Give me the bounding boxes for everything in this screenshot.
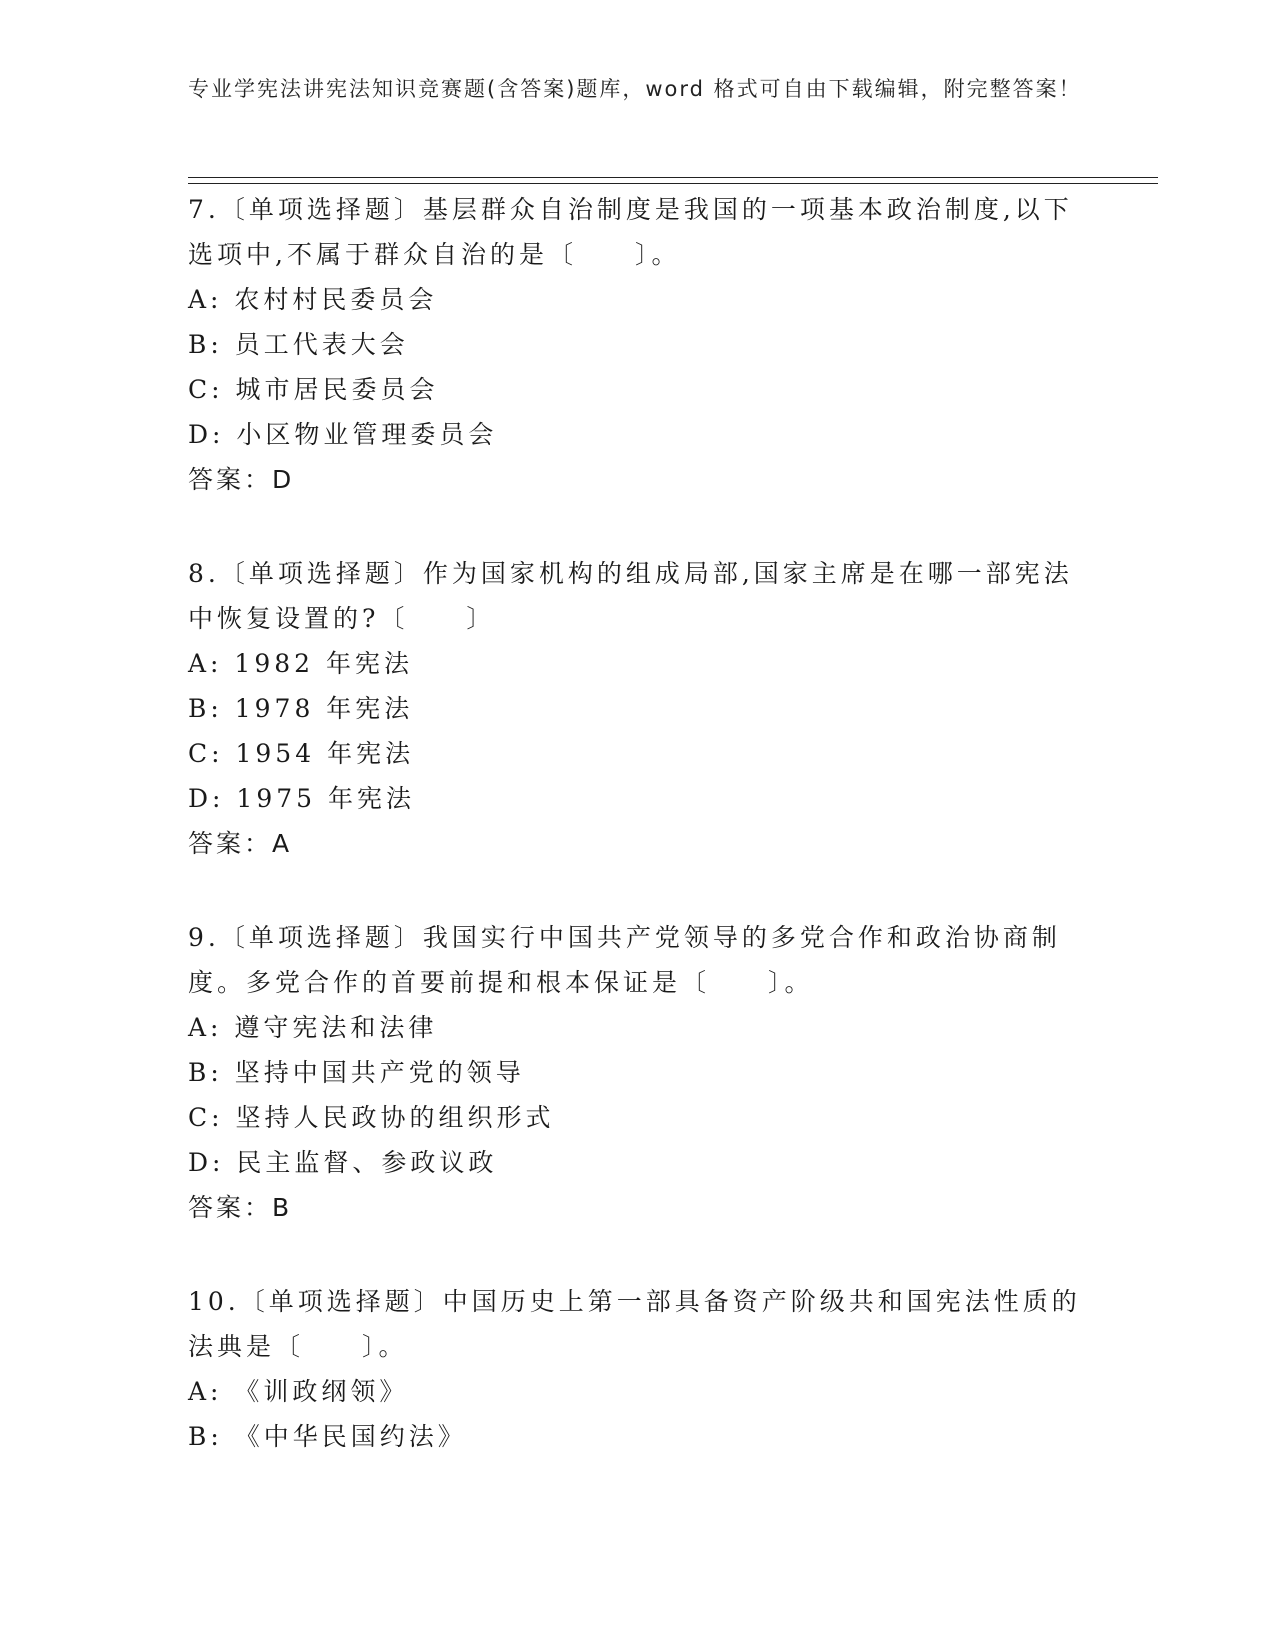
answer: 答案：A <box>188 829 293 858</box>
option-a: A: 《训政纲领》 <box>188 1377 409 1406</box>
option-c: C: 1954 年宪法 <box>188 739 415 768</box>
option-b: B: 1978 年宪法 <box>188 694 414 723</box>
question-7 <box>188 187 1088 502</box>
question-8 <box>188 551 1088 866</box>
option-d: D: 民主监督、参政议政 <box>188 1148 498 1177</box>
option-b: B: 员工代表大会 <box>188 330 409 359</box>
option-c: C: 城市居民委员会 <box>188 375 439 404</box>
header-note: 专业学宪法讲宪法知识竞赛题(含答案)题库，word 格式可自由下载编辑，附完整答案！ <box>188 77 1082 101</box>
header-rule-top <box>188 177 1158 178</box>
option-c: C: 坚持人民政协的组织形式 <box>188 1103 555 1132</box>
option-a: A: 1982 年宪法 <box>188 649 413 678</box>
question-stem: 9.〔单项选择题〕我国实行中国共产党领导的多党合作和政治协商制度。多党合作的首要前提和根本保证是〔 〕。 <box>188 923 1061 997</box>
question-stem: 7.〔单项选择题〕基层群众自治制度是我国的一项基本政治制度,以下选项中,不属于群众自治的是〔 〕。 <box>188 195 1073 269</box>
question-10 <box>188 1279 1088 1459</box>
question-9 <box>188 915 1088 1230</box>
option-b: B: 坚持中国共产党的领导 <box>188 1058 525 1087</box>
answer: 答案：B <box>188 1193 293 1222</box>
option-d: D: 小区物业管理委员会 <box>188 420 498 449</box>
option-d: D: 1975 年宪法 <box>188 784 415 813</box>
answer: 答案：D <box>188 465 295 494</box>
question-stem: 8.〔单项选择题〕作为国家机构的组成局部,国家主席是在哪一部宪法中恢复设置的?〔 〕 <box>188 559 1073 633</box>
option-a: A: 遵守宪法和法律 <box>188 1013 438 1042</box>
option-b: B: 《中华民国约法》 <box>188 1422 467 1451</box>
question-stem: 10.〔单项选择题〕中国历史上第一部具备资产阶级共和国宪法性质的法典是〔 〕。 <box>188 1287 1081 1361</box>
header-rule-bottom <box>188 183 1158 184</box>
option-a: A: 农村村民委员会 <box>188 285 438 314</box>
